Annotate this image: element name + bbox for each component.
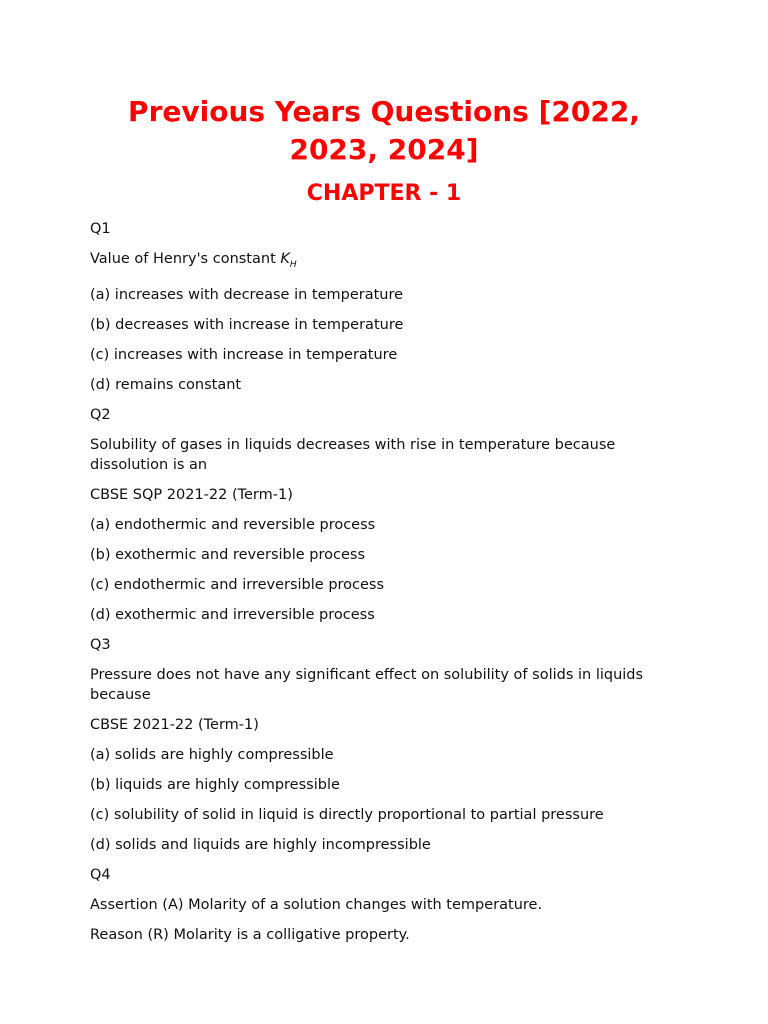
reason-statement: Reason (R) Molarity is a colligative property. xyxy=(90,926,410,943)
option-d: (d) exothermic and irreversible process xyxy=(90,606,375,623)
option-c: (c) solubility of solid in liquid is directly proportional to partial pressure xyxy=(90,806,604,823)
option-a: (a) endothermic and reversible process xyxy=(90,516,376,533)
option-b: (b) exothermic and reversible process xyxy=(90,546,366,563)
option-d: (d) solids and liquids are highly incompressible xyxy=(90,836,431,853)
henry-constant-symbol: $K_H$ xyxy=(280,251,297,270)
question-4 xyxy=(90,865,678,945)
option-a: (a) solids are highly compressible xyxy=(90,746,334,763)
question-1 xyxy=(90,219,678,395)
option-c: (c) increases with increase in temperature xyxy=(90,346,398,363)
option-b: (b) liquids are highly compressible xyxy=(90,776,340,793)
option-b: (b) decreases with increase in temperature xyxy=(90,316,404,333)
option-d: (d) remains constant xyxy=(90,376,242,393)
question-2 xyxy=(90,405,678,625)
assertion-statement: Assertion (A) Molarity of a solution changes with temperature. xyxy=(90,896,543,913)
option-a: (a) increases with decrease in temperature xyxy=(90,286,404,303)
question-number: Q3 xyxy=(90,636,111,653)
chapter-heading: CHAPTER - 1 xyxy=(306,181,462,206)
stem-text: Value of Henry's constant xyxy=(90,251,281,267)
question-stem: Solubility of gases in liquids decreases with rise in temperature because dissolution is an xyxy=(90,436,616,473)
question-stem xyxy=(90,249,678,275)
question-list xyxy=(90,219,678,945)
question-stem: Pressure does not have any significant effect on solubility of solids in liquids because xyxy=(90,666,644,703)
question-3 xyxy=(90,635,678,855)
question-number: Q1 xyxy=(90,221,111,237)
question-source: CBSE 2021-22 (Term-1) xyxy=(90,716,259,733)
question-number: Q4 xyxy=(90,866,111,883)
question-number: Q2 xyxy=(90,406,111,423)
option-c: (c) endothermic and irreversible process xyxy=(90,576,385,593)
page-title: Previous Years Questions [2022, 2023, 2024] xyxy=(128,95,640,166)
question-source: CBSE SQP 2021-22 (Term-1) xyxy=(90,486,293,503)
